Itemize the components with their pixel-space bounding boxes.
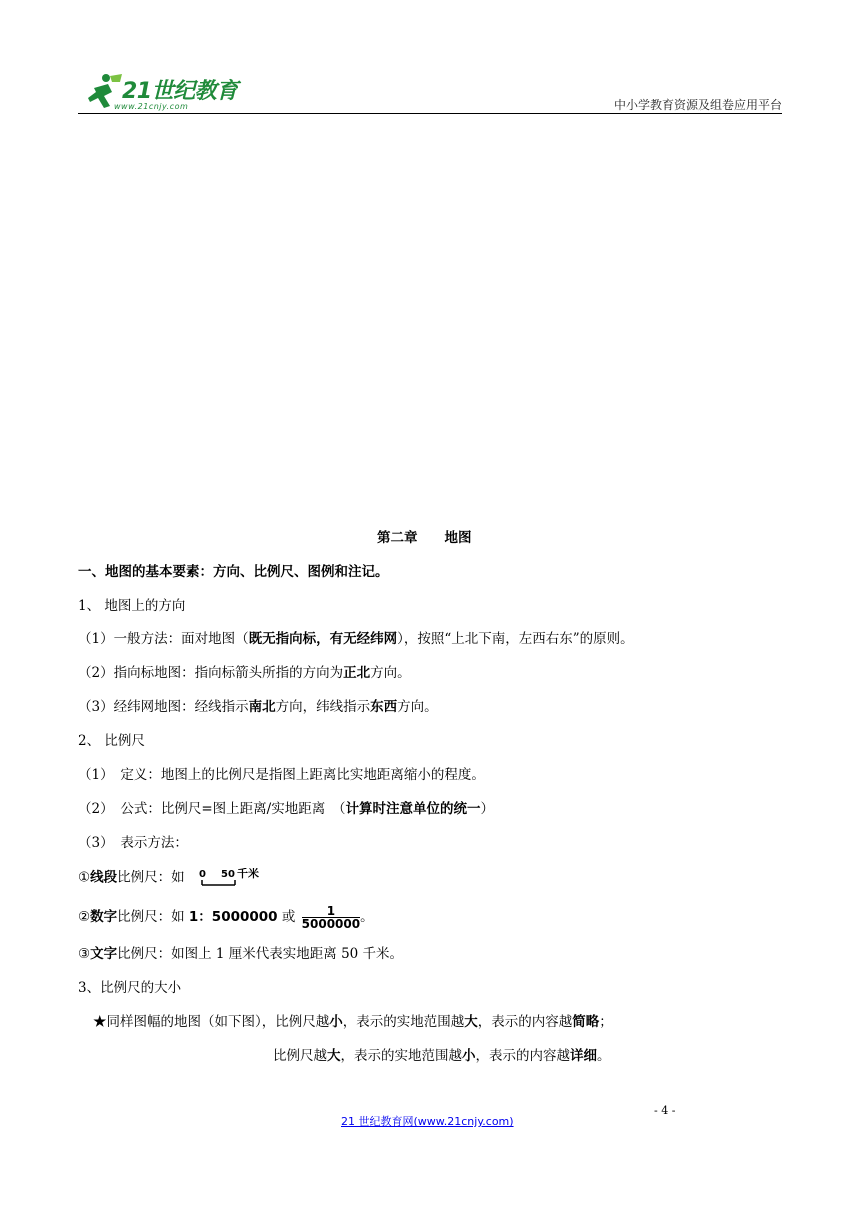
text-segment: 比例尺：如 xyxy=(117,909,185,925)
scale-fifty-label: 50 xyxy=(220,869,235,880)
text-segment: ，表示的实地范围越 xyxy=(342,1014,465,1030)
paragraph-graticule-map xyxy=(78,699,438,715)
site-logo xyxy=(84,70,264,116)
text-segment: （2） 公式：比例尺=图上距离/实地距离 （ xyxy=(78,801,346,817)
circled-number: ③ xyxy=(78,946,91,962)
text-segment: ） xyxy=(480,801,494,817)
text-segment: ，表示的内容越 xyxy=(475,1048,570,1064)
text-segment: （3）经纬网地图：经线指示 xyxy=(78,699,249,715)
chapter-title: 第二章 地图 xyxy=(377,530,472,546)
bold-segment: 南北 xyxy=(248,699,276,715)
ratio-scale: 1：5000000 xyxy=(188,909,278,925)
text-segment: 方向，纬线指示 xyxy=(275,699,371,715)
text-segment: （2）指向标地图：指向标箭头所指的方向为 xyxy=(78,665,344,681)
bold-segment: 详细 xyxy=(570,1048,597,1064)
page-number: - 4 - xyxy=(654,1104,676,1117)
text-segment: 比例尺：如 xyxy=(117,869,185,886)
text-segment: 或 xyxy=(281,909,296,925)
circled-number: ② xyxy=(78,909,91,925)
text-segment: （1）一般方法：面对地图（ xyxy=(78,631,249,647)
text-segment: ，表示的内容越 xyxy=(477,1014,573,1030)
text-segment: ★同样图幅的地图（如下图），比例尺越 xyxy=(93,1014,330,1030)
logo-text: 21世纪教育 xyxy=(122,79,238,104)
header-tagline: 中小学教育资源及组卷应用平台 xyxy=(613,98,782,112)
subheading-scale: 2、 比例尺 xyxy=(78,733,145,749)
line-scale-figure xyxy=(199,868,279,888)
paragraph-large-scale xyxy=(273,1048,611,1064)
logo-url: www.21cnjy.com xyxy=(114,102,189,111)
bold-segment: 小 xyxy=(329,1014,343,1030)
bold-segment: 正北 xyxy=(343,665,371,681)
paragraph-scale-definition: （1） 定义：地图上的比例尺是指图上距离比实地距离缩小的程度。 xyxy=(78,767,485,783)
bold-segment: 简略 xyxy=(572,1014,600,1030)
fraction-numerator: 1 xyxy=(302,905,360,918)
text-segment: 。 xyxy=(597,1048,611,1064)
subheading-direction: 1、 地图上的方向 xyxy=(78,598,186,614)
text-segment: 比例尺：如图上 1 厘米代表实地距离 50 千米。 xyxy=(117,946,404,962)
bold-segment: 既无指向标，有无经纬网 xyxy=(248,631,398,647)
bold-segment: 数字 xyxy=(90,909,118,925)
text-segment: 方向。 xyxy=(370,665,411,681)
text-segment: 。 xyxy=(360,909,374,925)
scale-unit-label: 千米 xyxy=(236,868,259,880)
paragraph-line-scale xyxy=(78,868,279,888)
paragraph-scale-formula xyxy=(78,801,494,817)
text-segment: 方向。 xyxy=(397,699,438,715)
paragraph-compass-map xyxy=(78,665,411,681)
fraction-denominator: 5000000 xyxy=(301,917,361,931)
bold-segment: 文字 xyxy=(90,946,118,962)
bold-segment: 大 xyxy=(464,1014,478,1030)
header-divider xyxy=(78,113,782,114)
paragraph-general-method xyxy=(78,631,634,647)
subheading-scale-size: 3、比例尺的大小 xyxy=(78,980,182,996)
bold-segment: 大 xyxy=(327,1048,341,1064)
fraction-scale xyxy=(302,905,360,930)
paragraph-small-scale xyxy=(93,1014,613,1030)
text-segment: 比例尺越 xyxy=(273,1048,327,1064)
bold-segment: 计算时注意单位的统一 xyxy=(345,801,481,817)
footer-site-link[interactable]: 21 世纪教育网(www.21cnjy.com) xyxy=(341,1115,514,1128)
section-heading-1: 一、地图的基本要素：方向、比例尺、图例和注记。 xyxy=(78,564,389,580)
bold-segment: 东西 xyxy=(370,699,398,715)
text-segment: ； xyxy=(599,1014,613,1030)
text-segment: ，表示的实地范围越 xyxy=(340,1048,462,1064)
bold-segment: 小 xyxy=(462,1048,476,1064)
paragraph-numeric-scale xyxy=(78,905,374,930)
bold-segment: 线段 xyxy=(90,869,118,886)
paragraph-scale-methods: （3） 表示方法： xyxy=(78,835,188,851)
text-segment: ），按照“上北下南，左西右东”的原则。 xyxy=(397,631,634,647)
circled-number: ① xyxy=(78,869,91,886)
paragraph-text-scale xyxy=(78,946,403,962)
scale-zero-label: 0 xyxy=(198,869,206,880)
